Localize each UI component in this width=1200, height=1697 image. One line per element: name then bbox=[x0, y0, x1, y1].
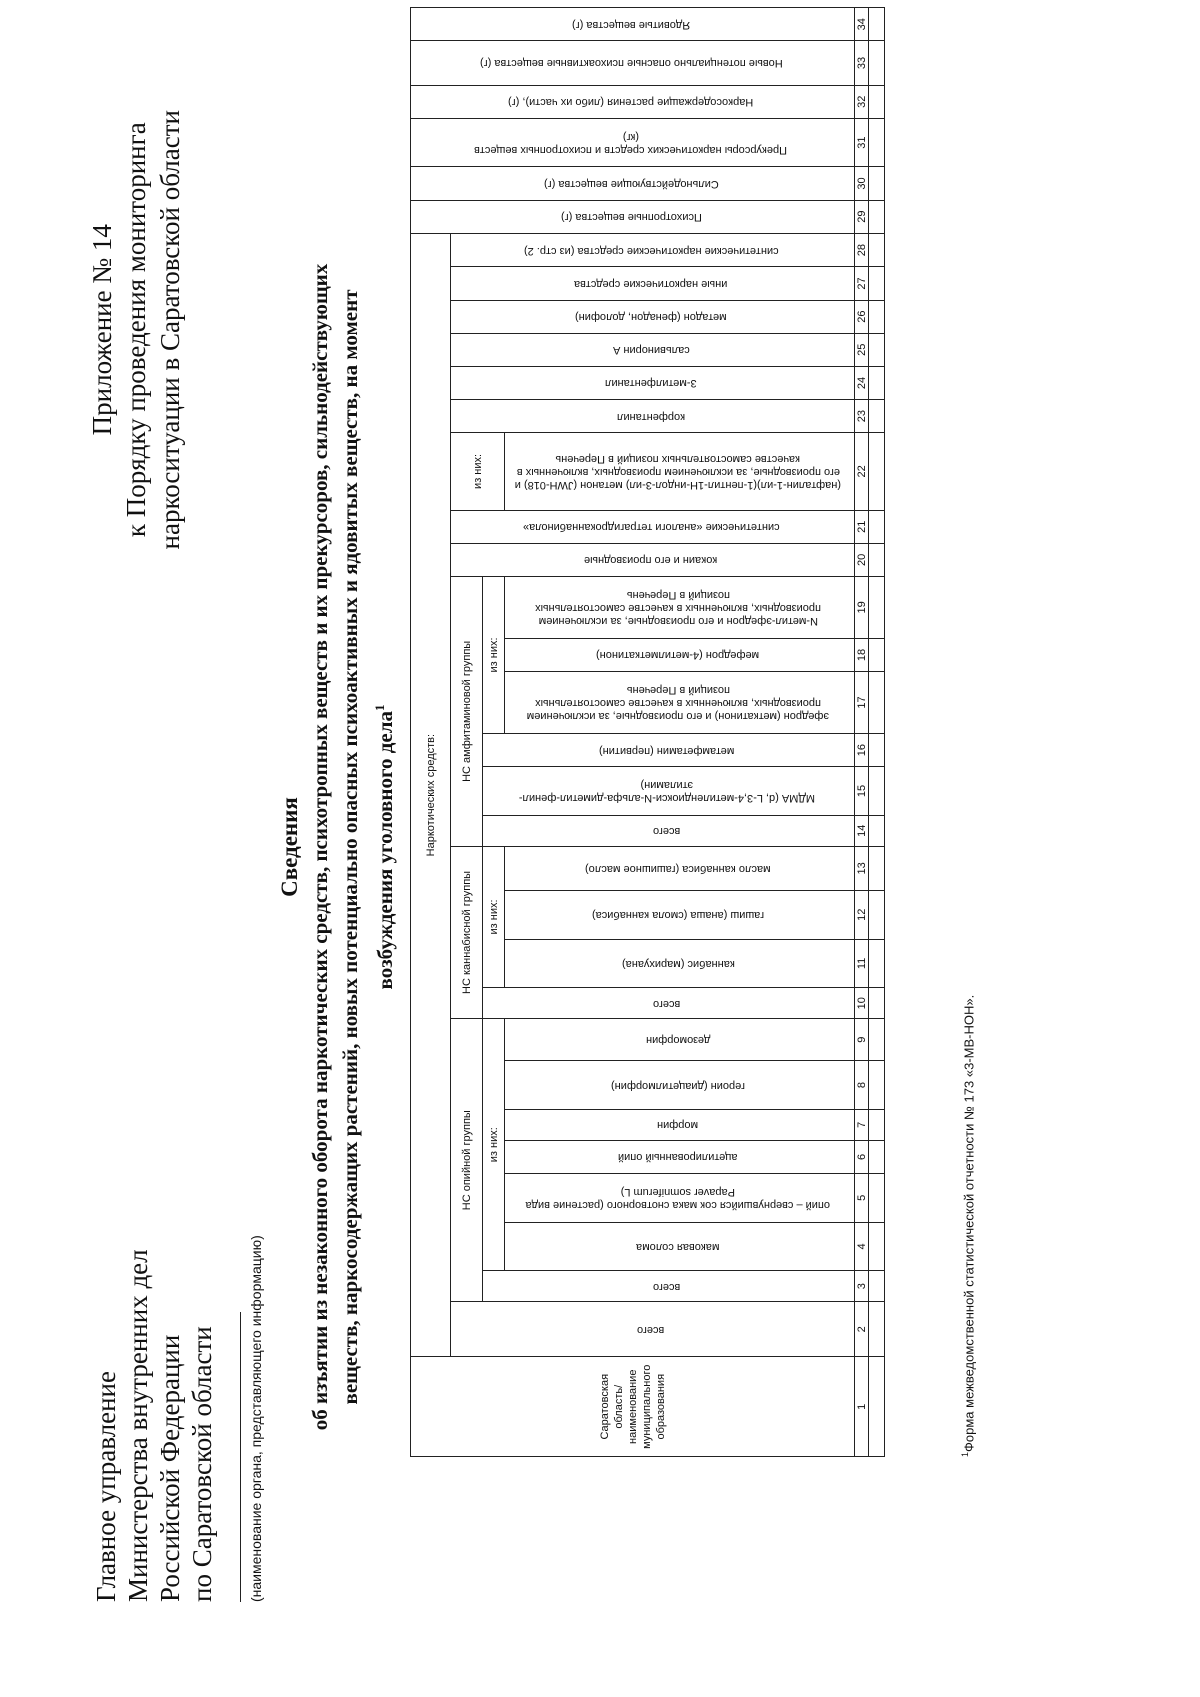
title-heading: Сведения bbox=[277, 797, 302, 897]
col-number: 1 bbox=[855, 1357, 869, 1457]
appendix-line: Приложение № 14 bbox=[87, 224, 117, 436]
org-line: Российской Федерации bbox=[155, 1334, 185, 1602]
col-number: 28 bbox=[855, 233, 869, 267]
header-col-19: N-метил-эфедрон и его производные, за исключением производных, включенных в качестве самостоятельных позиций в Перечень bbox=[505, 576, 855, 638]
col-number: 31 bbox=[855, 118, 869, 167]
col-number: 16 bbox=[855, 733, 869, 766]
organization-block bbox=[90, 1249, 218, 1602]
header-col-29: Психотропные вещества (г) bbox=[411, 200, 855, 233]
col-number: 13 bbox=[855, 846, 869, 890]
col-number: 23 bbox=[855, 400, 869, 433]
col-number: 32 bbox=[855, 85, 869, 118]
col-number: 19 bbox=[855, 576, 869, 638]
col-number: 2 bbox=[855, 1302, 869, 1357]
header-col-23: корфентанил bbox=[451, 400, 855, 433]
org-line: по Саратовской области bbox=[187, 1326, 217, 1602]
col-number: 27 bbox=[855, 267, 869, 300]
footnote-text: Форма межведомственной статистической отчетности № 173 «3-МВ-НОН». bbox=[961, 994, 977, 1452]
header-col-8: героин (диацетилморфин) bbox=[505, 1061, 855, 1110]
header-col-3: всего bbox=[483, 1271, 855, 1302]
header-cannabis-group: НС каннабисной группы bbox=[451, 846, 483, 1018]
col-number: 29 bbox=[855, 200, 869, 233]
footnote bbox=[960, 995, 976, 1457]
header-col-31: Прекурсоры наркотических средств и психотропных веществ (кг) bbox=[411, 118, 855, 167]
header-col-11: каннабис (марихуана) bbox=[505, 939, 855, 988]
header-col-4: маковая солома bbox=[505, 1222, 855, 1271]
header-col-21: синтетические «аналоги тетрагидроканнабинола» bbox=[451, 510, 855, 543]
col-number: 7 bbox=[855, 1109, 869, 1140]
header-col-26: метадон (фенадон, долофин) bbox=[451, 300, 855, 333]
header-col-24: 3-метилфентанил bbox=[451, 366, 855, 399]
header-col-7: морфин bbox=[505, 1109, 855, 1140]
col-number: 9 bbox=[855, 1019, 869, 1061]
title-line: возбуждения уголовного дела$^1$ bbox=[372, 704, 397, 990]
col-number: 12 bbox=[855, 890, 869, 939]
org-line: Министерства внутренних дел bbox=[123, 1249, 153, 1602]
document-title bbox=[275, 247, 400, 1447]
header-col-15: МДМА (d, L-3,4-метилендиокси-N-альфа-диметил-фенил-этиламин) bbox=[483, 767, 855, 816]
header-col-17: эфедрон (меткатинон) и его производные, за исключением производных, включенных в качестве самостоятельных позиций в Перечень bbox=[505, 672, 855, 734]
col-number: 10 bbox=[855, 988, 869, 1019]
org-caption: (наименование органа, представляющего информацию) bbox=[248, 1235, 264, 1602]
col-number: 25 bbox=[855, 333, 869, 366]
col-number: 22 bbox=[855, 433, 869, 510]
table-row bbox=[869, 8, 885, 1457]
header-col-16: метамфетамин (первитин) bbox=[483, 733, 855, 766]
header-col-27: иные наркотические средства bbox=[451, 267, 855, 300]
header-col-28: синтетические наркотические средства (из стр. 2) bbox=[451, 233, 855, 267]
header-col-18: мефедрон (4-метилметкатинон) bbox=[505, 638, 855, 671]
header-col-10: всего bbox=[483, 988, 855, 1019]
header-col-14: всего bbox=[483, 815, 855, 846]
col-number: 4 bbox=[855, 1222, 869, 1271]
appendix-line: наркоситуации в Саратовской области bbox=[155, 110, 185, 550]
appendix-line: к Порядку проведения мониторинга bbox=[121, 122, 151, 538]
col-number: 26 bbox=[855, 300, 869, 333]
header-col-33: Новые потенциально опасные психоактивные вещества (г) bbox=[411, 41, 855, 85]
header-of-them: из них: bbox=[483, 1019, 505, 1271]
title-line: веществ, наркосодержащих растений, новых потенциально опасных психоактивных и ядовитых веществ, на момент bbox=[338, 289, 362, 1405]
header-col-13: масло каннабиса (гашишное масло) bbox=[505, 846, 855, 890]
col-number: 8 bbox=[855, 1061, 869, 1110]
col-number: 6 bbox=[855, 1140, 869, 1173]
org-line: Главное управление bbox=[91, 1371, 121, 1602]
header-col-12: гашиш (анаша (смола каннабиса) bbox=[505, 890, 855, 939]
header-of-them: из них: bbox=[483, 576, 505, 733]
header-of-them: из них: bbox=[451, 433, 505, 510]
header-col-6: ацетилированный опий bbox=[505, 1140, 855, 1173]
col-number: 33 bbox=[855, 41, 869, 85]
header-col-32: Наркосодержащие растения (либо их части), (г) bbox=[411, 85, 855, 118]
col-number: 24 bbox=[855, 366, 869, 399]
col-number: 30 bbox=[855, 167, 869, 200]
col-number: 17 bbox=[855, 672, 869, 734]
header-narcotics: Наркотических средств: bbox=[411, 233, 451, 1357]
header-col-34: Ядовитые вещества (г) bbox=[411, 8, 855, 41]
header-region: Саратовская область/ наименование муниципального образования bbox=[411, 1357, 855, 1457]
header-col-30: Сильнодействующие вещества (г) bbox=[411, 167, 855, 200]
seizure-table bbox=[410, 7, 885, 1457]
header-col-9: дезоморфин bbox=[505, 1019, 855, 1061]
col-number: 20 bbox=[855, 543, 869, 576]
col-number: 34 bbox=[855, 8, 869, 41]
footnote-mark: 1 bbox=[372, 704, 387, 712]
appendix-block bbox=[85, 110, 187, 549]
col-number: 3 bbox=[855, 1271, 869, 1302]
footnote-mark: 1 bbox=[960, 1451, 970, 1457]
col-number: 18 bbox=[855, 638, 869, 671]
header-amphetamine-group: НС амфитаминовой группы bbox=[451, 576, 483, 846]
col-number: 21 bbox=[855, 510, 869, 543]
header-col-22: (нафталин-1-ил)(1-пентил-1Н-индол-3-ил) метанон (JWH-018) и его производные, за исключением производных, включенных в качестве самостоятельных позиций в Перечень bbox=[505, 433, 855, 510]
col-number: 5 bbox=[855, 1173, 869, 1222]
title-line: об изъятии из незаконного оборота наркотических средств, психотропных веществ и их прекурсоров, сильнодействующих bbox=[308, 263, 332, 1431]
header-col-20: кокаин и его производные bbox=[451, 543, 855, 576]
org-underline bbox=[240, 1312, 241, 1602]
header-opium-group: НС опийной группы bbox=[451, 1019, 483, 1302]
header-of-them: из них: bbox=[483, 846, 505, 988]
column-numbers-row bbox=[855, 8, 869, 1457]
col-number: 11 bbox=[855, 939, 869, 988]
col-number: 14 bbox=[855, 815, 869, 846]
header-col-25: сальвинорин А bbox=[451, 333, 855, 366]
col-number: 15 bbox=[855, 767, 869, 816]
header-col-5: опий – свернувшийся сок мака снотворного (растение вида Papaver somniferum L) bbox=[505, 1173, 855, 1222]
header-col-2: всего bbox=[451, 1302, 855, 1357]
